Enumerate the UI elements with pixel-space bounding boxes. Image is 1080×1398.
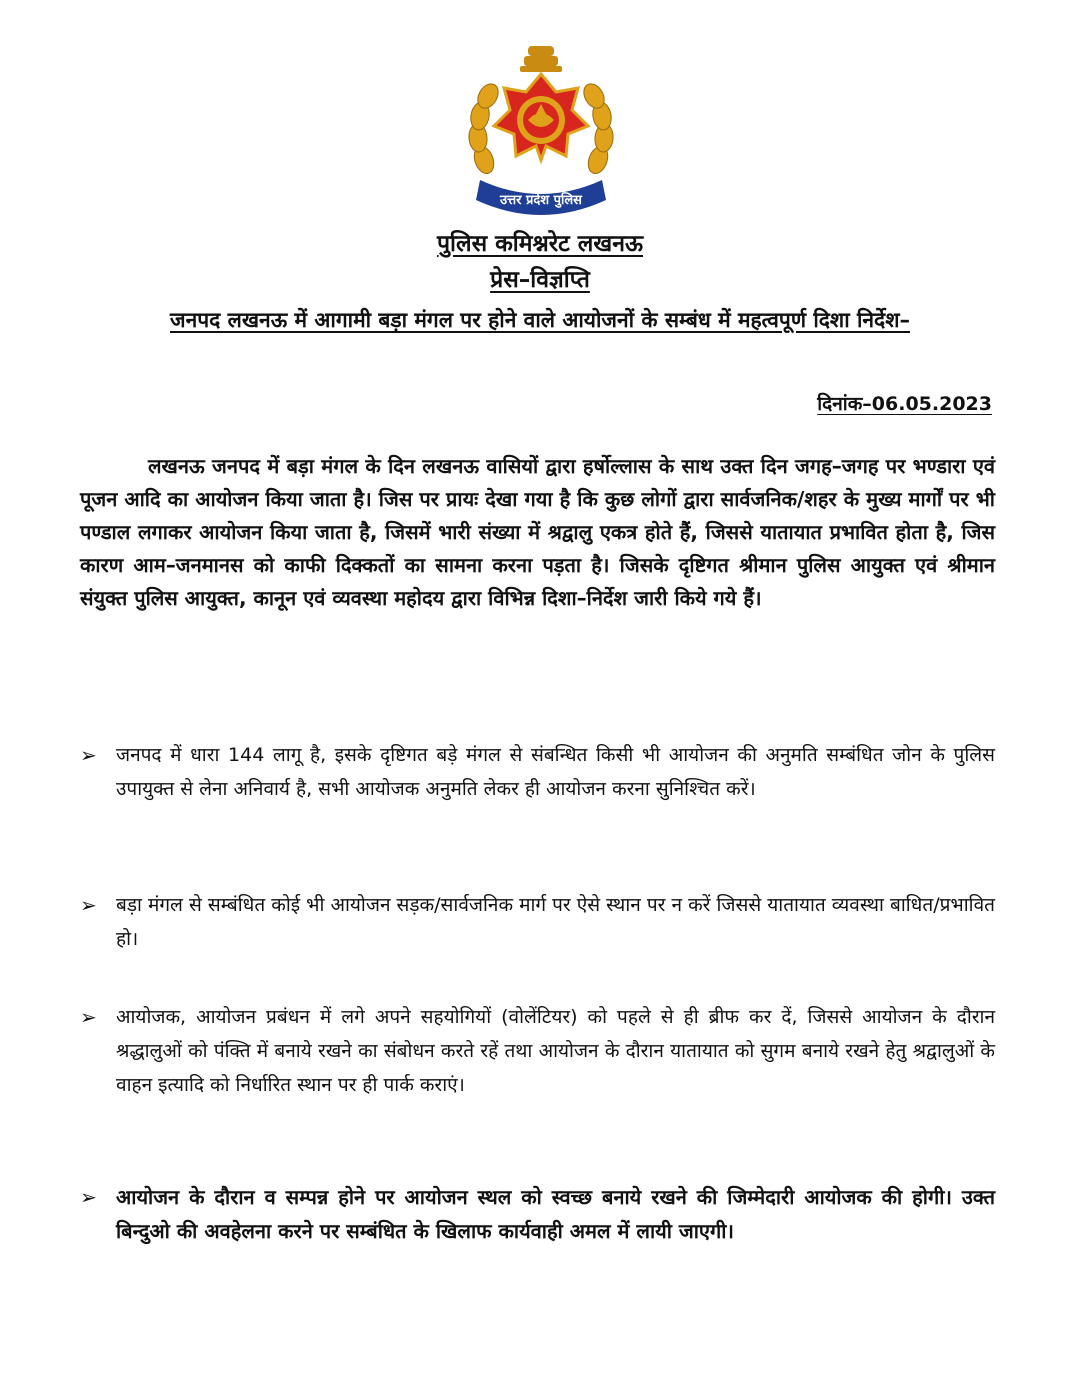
list-item-text: आयोजक, आयोजन प्रबंधन में लगे अपने सहयोगियों (वोलेंटियर) को पहले से ही ब्रीफ कर दें, जिससे आयोजन के दौरान श्रद्धालुओं को पंक्ति में बनाये रखने का संबोधन करते रहें तथा आयोजन के दौरान यातायात को सुगम बनाये रखने हेतु श्रद्वालुओं के वाहन इत्यादि को निर्धारित स्थान पर ही पार्क कराएं। [116,1006,995,1096]
svg-text:उत्तर प्रदेश पुलिस: उत्तर प्रदेश पुलिस [500,193,582,208]
list-item-text: बड़ा मंगल से सम्बंधित कोई भी आयोजन सड़क/सार्वजनिक मार्ग पर ऐसे स्थान पर न करें जिससे यातायात व्यवस्था बाधित/प्रभावित हो। [116,894,995,950]
release-date: दिनांक–06.05.2023 [817,393,992,415]
arrow-bullet-icon: ➢ [80,893,97,917]
list-item-text: जनपद में धारा 144 लागू है, इसके दृष्टिगत बड़े मंगल से संबन्धित किसी भी आयोजन की अनुमति सम्बंधित जोन के पुलिस उपायुक्त से लेना अनिवार्य है, सभी आयोजक अनुमति लेकर ही आयोजन करना सुनिश्चित करें। [116,744,995,800]
list-item [80,738,995,806]
intro-paragraph: लखनऊ जनपद में बड़ा मंगल के दिन लखनऊ वासियों द्वारा हर्षोल्लास के साथ उक्त दिन जगह–जगह पर भण्डारा एवं पूजन आदि का आयोजन किया जाता है। जिस पर प्रायः देखा गया है कि कुछ लोगों द्वारा सार्वजनिक/शहर के मुख्य मार्गों पर भी पण्डाल लगाकर आयोजन किया जाता है, जिसमें भारी संख्या में श्रद्वालु एकत्र होते हैं, जिससे यातायात प्रभावित होता है, जिस कारण आम–जनमानस को काफी दिक्कतों का सामना करना पड़ता है। जिसके दृष्टिगत श्रीमान पुलिस आयुक्त एवं श्रीमान संयुक्त पुलिस आयुक्त, कानून एवं व्यवस्था महोदय द्वारा विभिन्न दिशा–निर्देश जारी किये गये हैं। [80,454,995,610]
list-item [80,1000,995,1102]
press-release-label: प्रेस–विज्ञप्ति [490,267,590,293]
arrow-bullet-icon: ➢ [80,1185,97,1209]
list-item [80,888,995,956]
arrow-bullet-icon: ➢ [80,743,97,767]
subject-heading: जनपद लखनऊ में आगामी बड़ा मंगल पर होने वाले आयोजनों के सम्बंध में महत्वपूर्ण दिशा निर्देश– [170,308,910,332]
list-item-text: आयोजन के दौरान व सम्पन्न होने पर आयोजन स्थल को स्वच्छ बनाये रखने की जिम्मेदारी आयोजक की होगी। उक्त बिन्दुओ की अवहेलना करने पर सम्बंधित के खिलाफ कार्यवाही अमल में लायी जाएगी। [116,1185,995,1243]
up-police-emblem-icon [466,40,616,220]
list-item [80,1180,995,1248]
arrow-bullet-icon: ➢ [80,1005,97,1029]
organization-title: पुलिस कमिश्नरेट लखनऊ [436,231,644,257]
